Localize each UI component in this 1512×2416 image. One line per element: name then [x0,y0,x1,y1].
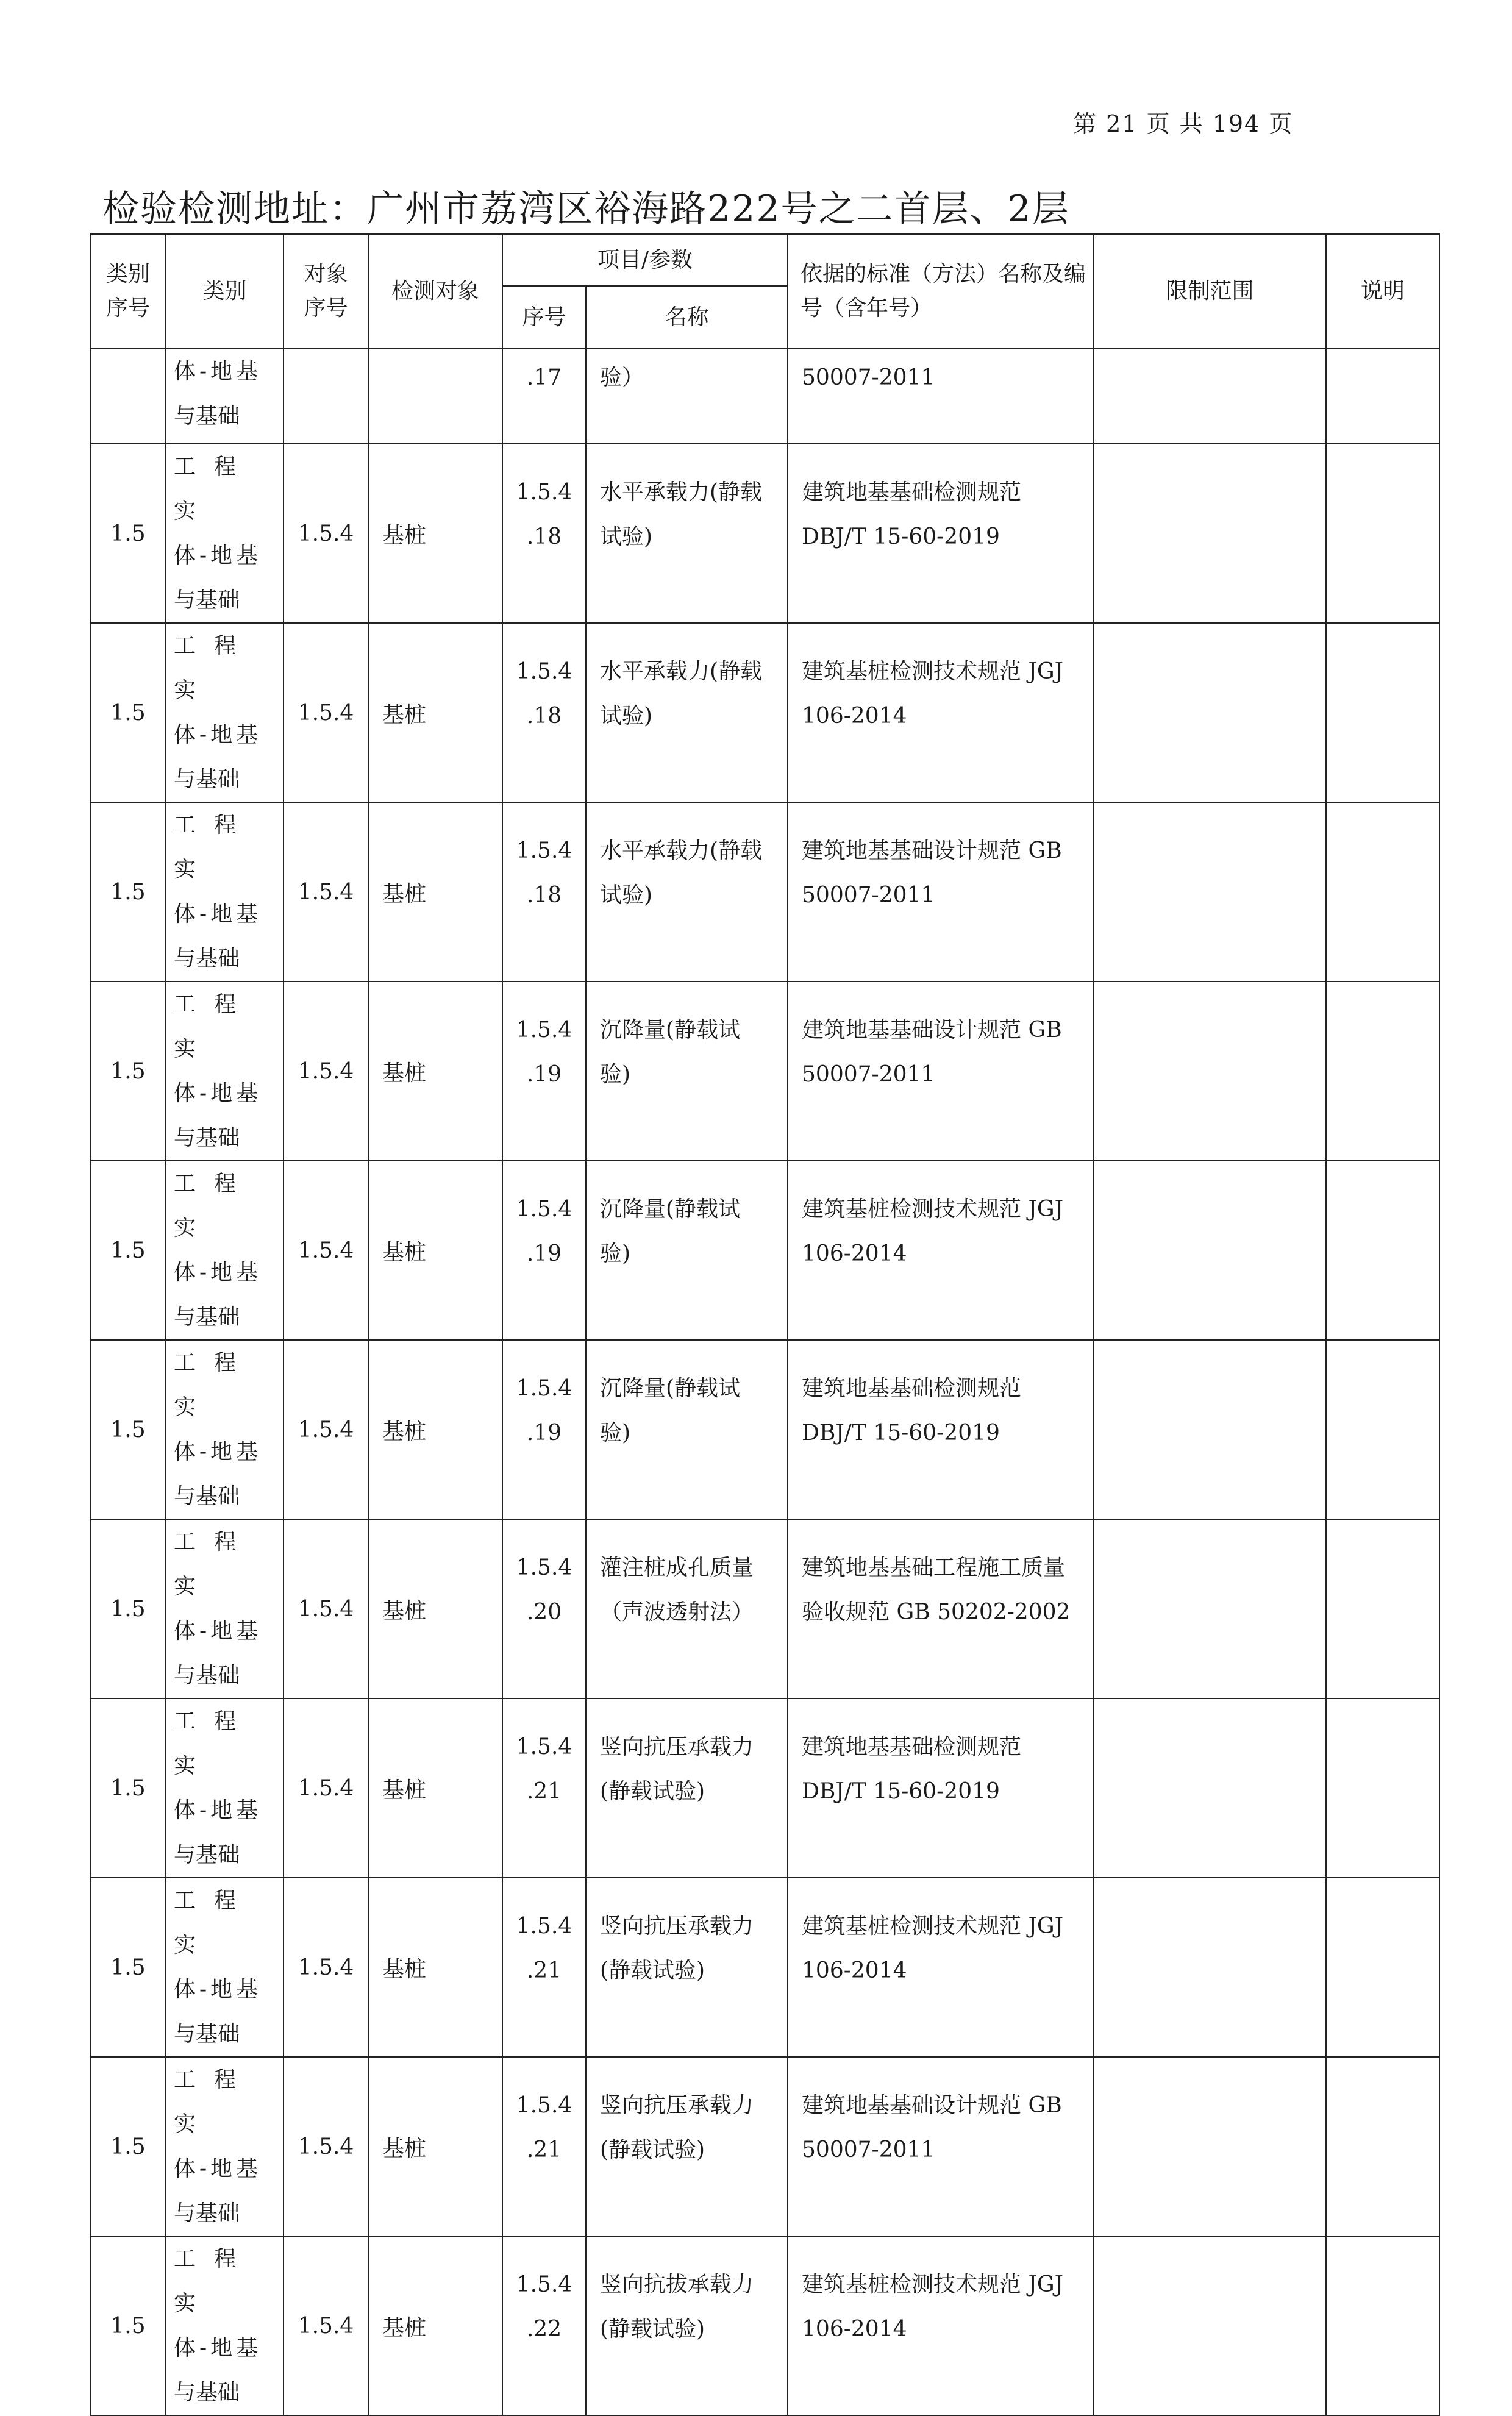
table-row [90,623,1439,802]
cell-note [1326,1340,1439,1519]
cell-item-seq: 1.5.4 .18 [502,444,586,623]
inspection-table [90,233,1440,2416]
cell-object: 基桩 [368,1519,502,1698]
cell-object-seq: 1.5.4 [284,444,368,623]
cell-object: 基桩 [368,623,502,802]
table-row [90,982,1439,1161]
cell-object-seq: 1.5.4 [284,2236,368,2415]
cell-object-seq: 1.5.4 [284,2057,368,2236]
cell-category-seq: 1.5 [90,2057,166,2236]
table-row [90,802,1439,982]
cell-item-name: 沉降量(静载试 验) [586,982,788,1161]
cell-note [1326,2236,1439,2415]
cell-item-name: 竖向抗拔承载力 (静载试验) [586,2236,788,2415]
cell-item-name: 竖向抗压承载力 (静载试验) [586,1878,788,2057]
table-row [90,1519,1439,1698]
cell-object [368,349,502,444]
cell-category-seq: 1.5 [90,623,166,802]
cell-category-seq: 1.5 [90,1340,166,1519]
cell-standard: 建筑地基基础设计规范 GB 50007-2011 [788,802,1094,982]
table-row [90,1878,1439,2057]
cell-item-name: 沉降量(静载试 验) [586,1161,788,1340]
table-row [90,2057,1439,2236]
cell-limit [1094,2057,1326,2236]
cell-limit [1094,1161,1326,1340]
cell-standard: 建筑基桩检测技术规范 JGJ 106-2014 [788,1161,1094,1340]
cell-limit [1094,2236,1326,2415]
cell-category: 工程实 体-地基 与基础 [166,623,284,802]
header-item-name: 名称 [586,286,788,349]
cell-category: 工程实 体-地基 与基础 [166,444,284,623]
page-number: 第 21 页 共 194 页 [1073,110,1294,137]
cell-object: 基桩 [368,2236,502,2415]
cell-note [1326,1878,1439,2057]
header-limit: 限制范围 [1094,234,1326,349]
cell-item-seq: 1.5.4 .22 [502,2236,586,2415]
cell-standard: 建筑地基基础设计规范 GB 50007-2011 [788,982,1094,1161]
cell-limit [1094,349,1326,444]
cell-standard: 50007-2011 [788,349,1094,444]
cell-limit [1094,1340,1326,1519]
cell-object: 基桩 [368,1340,502,1519]
header-category: 类别 [166,234,284,349]
cell-item-seq: 1.5.4 .21 [502,1698,586,1878]
cell-standard: 建筑基桩检测技术规范 JGJ 106-2014 [788,1878,1094,2057]
cell-object: 基桩 [368,802,502,982]
cell-note [1326,2057,1439,2236]
cell-object-seq: 1.5.4 [284,982,368,1161]
cell-limit [1094,802,1326,982]
cell-category: 工程实 体-地基 与基础 [166,1340,284,1519]
cell-object-seq: 1.5.4 [284,1161,368,1340]
cell-category: 工程实 体-地基 与基础 [166,2057,284,2236]
table-row [90,444,1439,623]
cell-object-seq: 1.5.4 [284,1340,368,1519]
cell-item-seq: .17 [502,349,586,444]
cell-category-seq: 1.5 [90,982,166,1161]
cell-item-seq: 1.5.4 .21 [502,2057,586,2236]
cell-object: 基桩 [368,1698,502,1878]
header-note: 说明 [1326,234,1439,349]
cell-category: 工程实 体-地基 与基础 [166,1698,284,1878]
table-row [90,2236,1439,2415]
cell-standard: 建筑地基基础检测规范 DBJ/T 15-60-2019 [788,444,1094,623]
cell-limit [1094,1698,1326,1878]
cell-category-seq: 1.5 [90,1519,166,1698]
cell-item-seq: 1.5.4 .21 [502,1878,586,2057]
cell-standard: 建筑地基基础工程施工质量 验收规范 GB 50202-2002 [788,1519,1094,1698]
cell-standard: 建筑地基基础设计规范 GB 50007-2011 [788,2057,1094,2236]
cell-category: 工程实 体-地基 与基础 [166,1519,284,1698]
page-title: 检验检测地址：广州市荔湾区裕海路222号之二首层、2层 [102,188,1070,230]
cell-limit [1094,982,1326,1161]
cell-category: 工程实 体-地基 与基础 [166,1161,284,1340]
cell-category-seq: 1.5 [90,802,166,982]
cell-category-seq: 1.5 [90,1161,166,1340]
cell-object: 基桩 [368,444,502,623]
cell-standard: 建筑地基基础检测规范 DBJ/T 15-60-2019 [788,1340,1094,1519]
cell-category: 工程实 体-地基 与基础 [166,1878,284,2057]
table-row [90,1340,1439,1519]
cell-standard: 建筑基桩检测技术规范 JGJ 106-2014 [788,623,1094,802]
cell-note [1326,349,1439,444]
cell-item-name: 水平承载力(静载 试验) [586,623,788,802]
cell-item-name: 灌注桩成孔质量 （声波透射法） [586,1519,788,1698]
cell-limit [1094,1519,1326,1698]
cell-limit [1094,444,1326,623]
cell-item-seq: 1.5.4 .19 [502,1340,586,1519]
cell-object-seq: 1.5.4 [284,623,368,802]
header-object: 检测对象 [368,234,502,349]
cell-limit [1094,623,1326,802]
header-object-seq: 对象序号 [284,234,368,349]
cell-item-name: 竖向抗压承载力 (静载试验) [586,2057,788,2236]
cell-note [1326,982,1439,1161]
cell-object: 基桩 [368,1161,502,1340]
header-item-param: 项目/参数 [502,234,788,286]
cell-note [1326,802,1439,982]
cell-item-seq: 1.5.4 .18 [502,623,586,802]
cell-category-seq [90,349,166,444]
table-row [90,1698,1439,1878]
cell-item-seq: 1.5.4 .19 [502,1161,586,1340]
cell-category: 工程实 体-地基 与基础 [166,2236,284,2415]
cell-item-name: 验） [586,349,788,444]
cell-category: 工程实 体-地基 与基础 [166,982,284,1161]
cell-note [1326,1698,1439,1878]
header-standard: 依据的标准（方法）名称及编号（含年号） [788,234,1094,349]
header-item-seq: 序号 [502,286,586,349]
cell-item-name: 水平承载力(静载 试验) [586,444,788,623]
cell-category-seq: 1.5 [90,1698,166,1878]
cell-limit [1094,1878,1326,2057]
cell-standard: 建筑基桩检测技术规范 JGJ 106-2014 [788,2236,1094,2415]
cell-object-seq [284,349,368,444]
cell-category-seq: 1.5 [90,444,166,623]
cell-note [1326,444,1439,623]
cell-item-name: 沉降量(静载试 验) [586,1340,788,1519]
cell-category: 体-地基 与基础 [166,349,284,444]
cell-category-seq: 1.5 [90,2236,166,2415]
header-category-seq: 类别序号 [90,234,166,349]
table-row [90,349,1439,444]
cell-object-seq: 1.5.4 [284,1878,368,2057]
cell-object-seq: 1.5.4 [284,1698,368,1878]
cell-note [1326,1519,1439,1698]
cell-object: 基桩 [368,1878,502,2057]
cell-object-seq: 1.5.4 [284,1519,368,1698]
table-row [90,1161,1439,1340]
cell-item-seq: 1.5.4 .18 [502,802,586,982]
cell-item-seq: 1.5.4 .19 [502,982,586,1161]
cell-item-seq: 1.5.4 .20 [502,1519,586,1698]
cell-standard: 建筑地基基础检测规范 DBJ/T 15-60-2019 [788,1698,1094,1878]
cell-object: 基桩 [368,982,502,1161]
cell-object: 基桩 [368,2057,502,2236]
cell-category: 工程实 体-地基 与基础 [166,802,284,982]
cell-category-seq: 1.5 [90,1878,166,2057]
cell-object-seq: 1.5.4 [284,802,368,982]
cell-item-name: 水平承载力(静载 试验) [586,802,788,982]
cell-note [1326,623,1439,802]
cell-note [1326,1161,1439,1340]
cell-item-name: 竖向抗压承载力 (静载试验) [586,1698,788,1878]
